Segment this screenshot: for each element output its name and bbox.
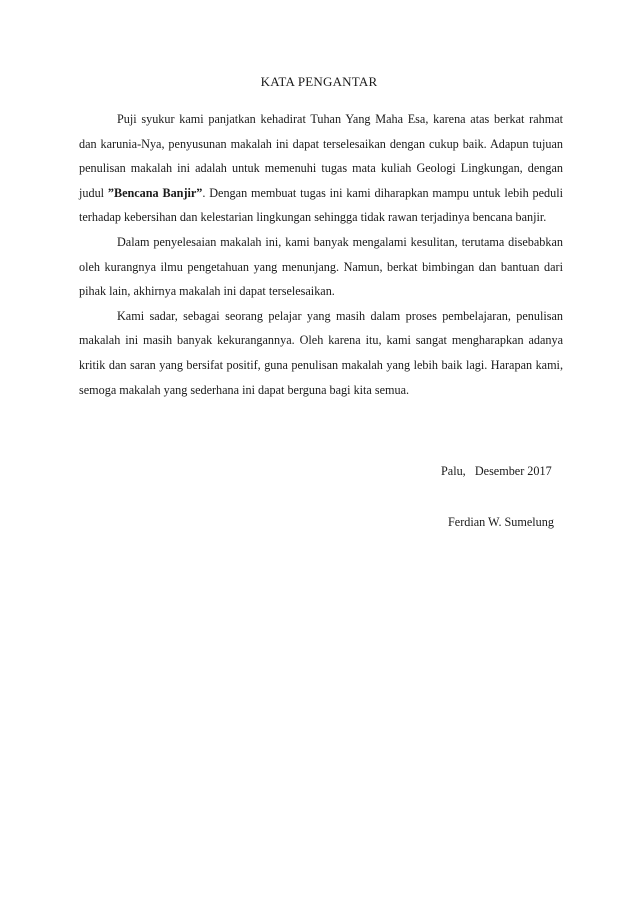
author-name: Ferdian W. Sumelung xyxy=(448,515,554,529)
place-and-date: Palu, Desember 2017 xyxy=(441,464,552,478)
document-title: KATA PENGANTAR xyxy=(260,74,378,89)
paragraph-2: Dalam penyelesaian makalah ini, kami banyak mengalami kesulitan, terutama disebabkan oleh kurangnya ilmu pengetahuan yang menunjang. Namun, berkat bimbingan dan bantuan dari pihak lain, akhirnya makalah ini dapat terselesaikan. xyxy=(79,234,563,299)
document-body xyxy=(79,107,563,402)
paper-title-reference: ”Bencana Banjir” xyxy=(107,185,203,200)
paragraph-1-text-end: . Dengan membuat tugas ini kami diharapkan mampu untuk lebih peduli terhadap kebersihan dan kelestarian lingkungan sehingga tidak rawan terjadinya bencana banjir. xyxy=(79,185,563,225)
paragraph-1-text-start: Puji syukur kami panjatkan kehadirat Tuhan Yang Maha Esa, karena atas berkat rahmat dan karunia-Nya, penyusunan makalah ini dapat terselesaikan dengan cukup baik. Adapun tujuan penulisan makalah ini adalah untuk memenuhi tugas mata kuliah Geologi Lingkungan, dengan judul xyxy=(79,112,563,200)
paragraph-1 xyxy=(79,107,563,230)
paragraph-3: Kami sadar, sebagai seorang pelajar yang masih dalam proses pembelajaran, penulisan makalah ini masih banyak kekurangannya. Oleh karena itu, kami sangat mengharapkan adanya kritik dan saran yang bersifat positif, guna penulisan makalah yang lebih baik lagi. Harapan kami, semoga makalah yang sederhana ini dapat berguna bagi kita semua. xyxy=(79,308,563,397)
